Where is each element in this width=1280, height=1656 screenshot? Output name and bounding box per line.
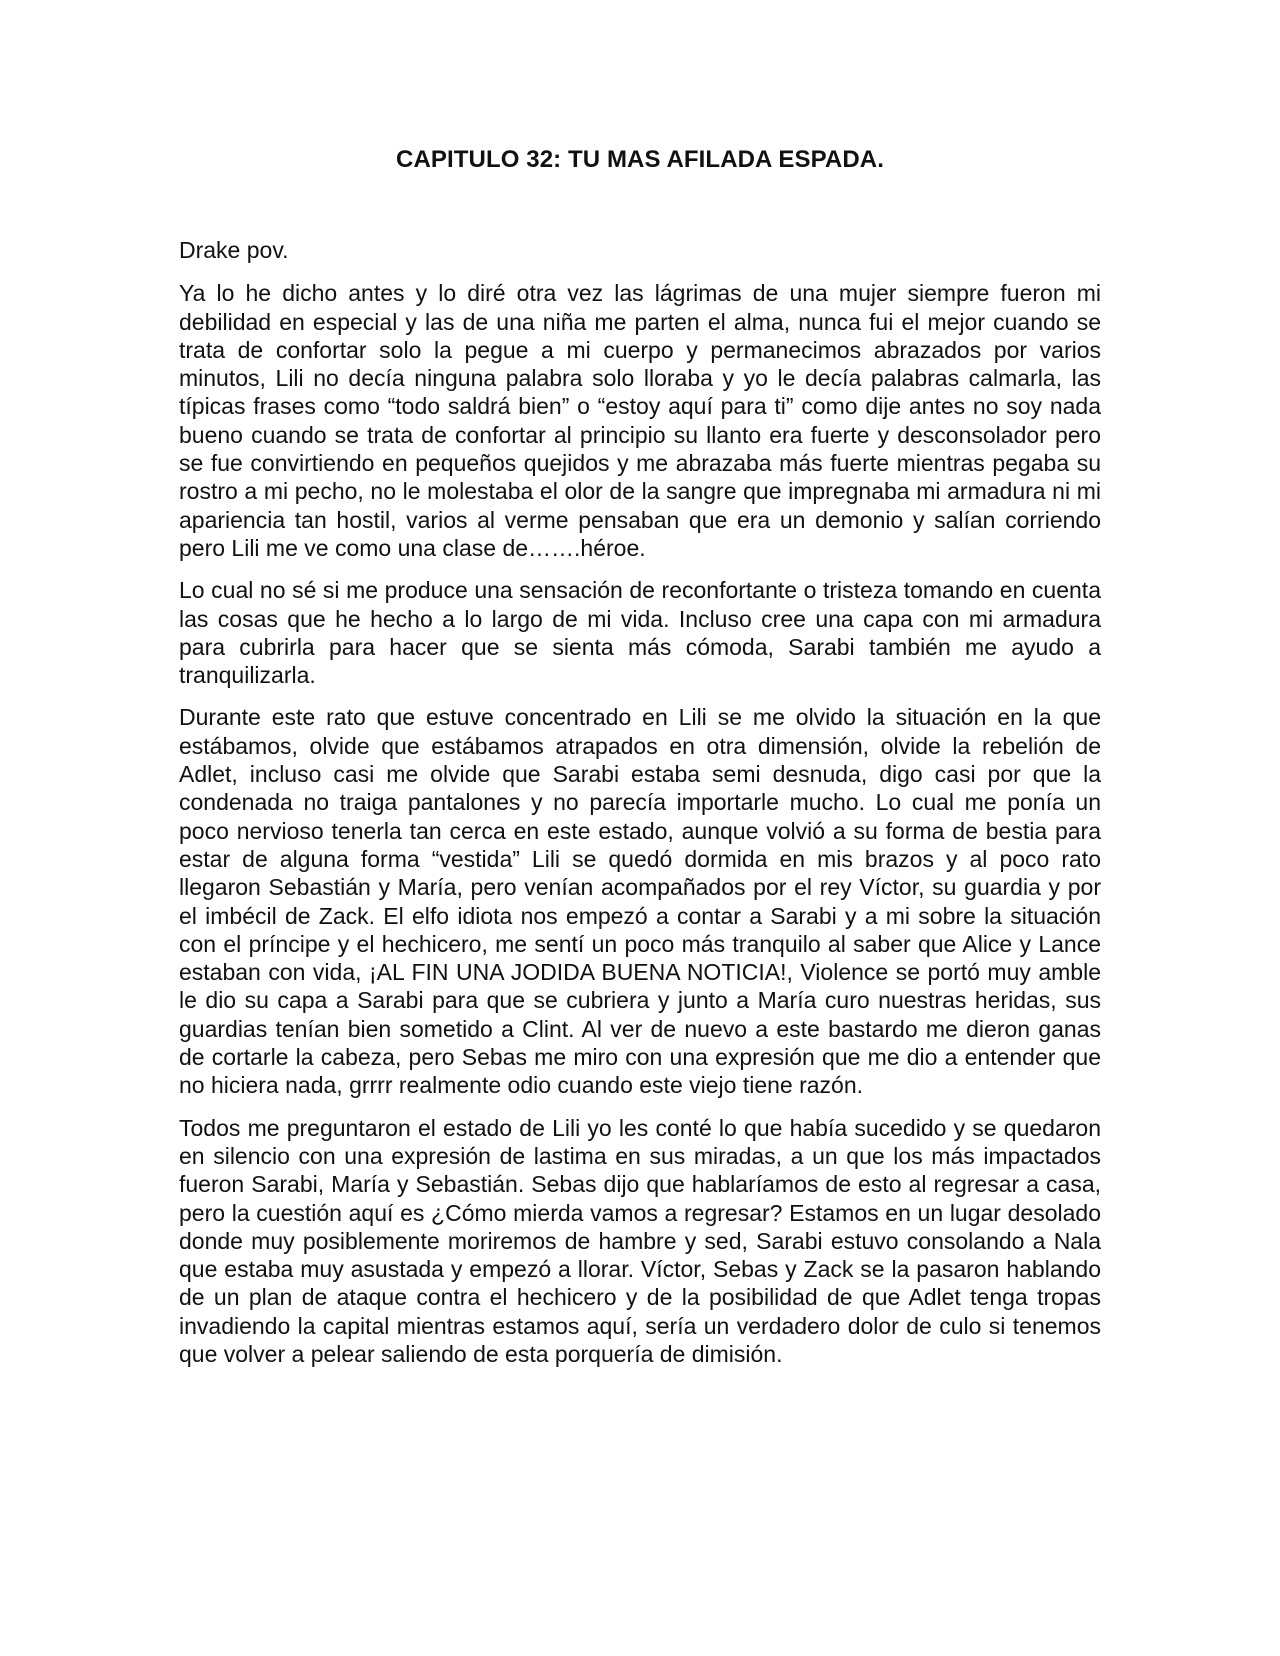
paragraph-2: Lo cual no sé si me produce una sensación de reconfortante o tristeza tomando en cuenta las cosas que he hecho a lo largo de mi vida. Incluso cree una capa con mi armadura para cubrirla para hacer que se sienta más cómoda, Sarabi también me ayudo a tranquilizarla. bbox=[179, 577, 1101, 689]
pov-heading: Drake pov. bbox=[179, 237, 289, 263]
chapter-title: CAPITULO 32: TU MAS AFILADA ESPADA. bbox=[396, 146, 884, 173]
paragraph-3: Durante este rato que estuve concentrado en Lili se me olvido la situación en la que estábamos, olvide que estábamos atrapados en otra dimensión, olvide la rebelión de Adlet, incluso casi me olvide que Sarabi estaba semi desnuda, digo casi por que la condenada no traiga pantalones y no parecía importarle mucho. Lo cual me ponía un poco nervioso tenerla tan cerca en este estado, aunque volvió a su forma de bestia para estar de alguna forma “vestida” Lili se quedó dormida en mis brazos y al poco rato llegaron Sebastián y María, pero venían acompañados por el rey Víctor, su guardia y por el imbécil de Zack. El elfo idiota nos empezó a contar a Sarabi y a mi sobre la situación con el príncipe y el hechicero, me sentí un poco más tranquilo al saber que Alice y Lance estaban con vida, ¡AL FIN UNA JODIDA BUENA NOTICIA!, Violence se portó muy amble le dio su capa a Sarabi para que se cubriera y junto a María curo nuestras heridas, sus guardias tenían bien sometido a Clint. Al ver de nuevo a este bastardo me dieron ganas de cortarle la cabeza, pero Sebas me miro con una expresión que me dio a entender que no hiciera nada, grrrr realmente odio cuando este viejo tiene razón. bbox=[179, 704, 1101, 1099]
paragraph-4: Todos me preguntaron el estado de Lili yo les conté lo que había sucedido y se quedaron en silencio con una expresión de lastima en sus miradas, a un que los más impactados fueron Sarabi, María y Sebastián. Sebas dijo que hablaríamos de esto al regresar a casa, pero la cuestión aquí es ¿Cómo mierda vamos a regresar? Estamos en un lugar desolado donde muy posiblemente moriremos de hambre y sed, Sarabi estuvo consolando a Nala que estaba muy asustada y empezó a llorar. Víctor, Sebas y Zack se la pasaron hablando de un plan de ataque contra el hechicero y de la posibilidad de que Adlet tenga tropas invadiendo la capital mientras estamos aquí, sería un verdadero dolor de culo si tenemos que volver a pelear saliendo de esta porquería de dimisión. bbox=[179, 1114, 1101, 1367]
document-body bbox=[179, 236, 1101, 1382]
paragraph-1: Ya lo he dicho antes y lo diré otra vez las lágrimas de una mujer siempre fueron mi debilidad en especial y las de una niña me parten el alma, nunca fui el mejor cuando se trata de confortar solo la pegue a mi cuerpo y permanecimos abrazados por varios minutos, Lili no decía ninguna palabra solo lloraba y yo le decía palabras calmarla, las típicas frases como “todo saldrá bien” o “estoy aquí para ti” como dije antes no soy nada bueno cuando se trata de confortar al principio su llanto era fuerte y desconsolador pero se fue convirtiendo en pequeños quejidos y me abrazaba más fuerte mientras pegaba su rostro a mi pecho, no le molestaba el olor de la sangre que impregnaba mi armadura ni mi apariencia tan hostil, varios al verme pensaban que era un demonio y salían corriendo pero Lili me ve como una clase de…….héroe. bbox=[179, 280, 1101, 561]
